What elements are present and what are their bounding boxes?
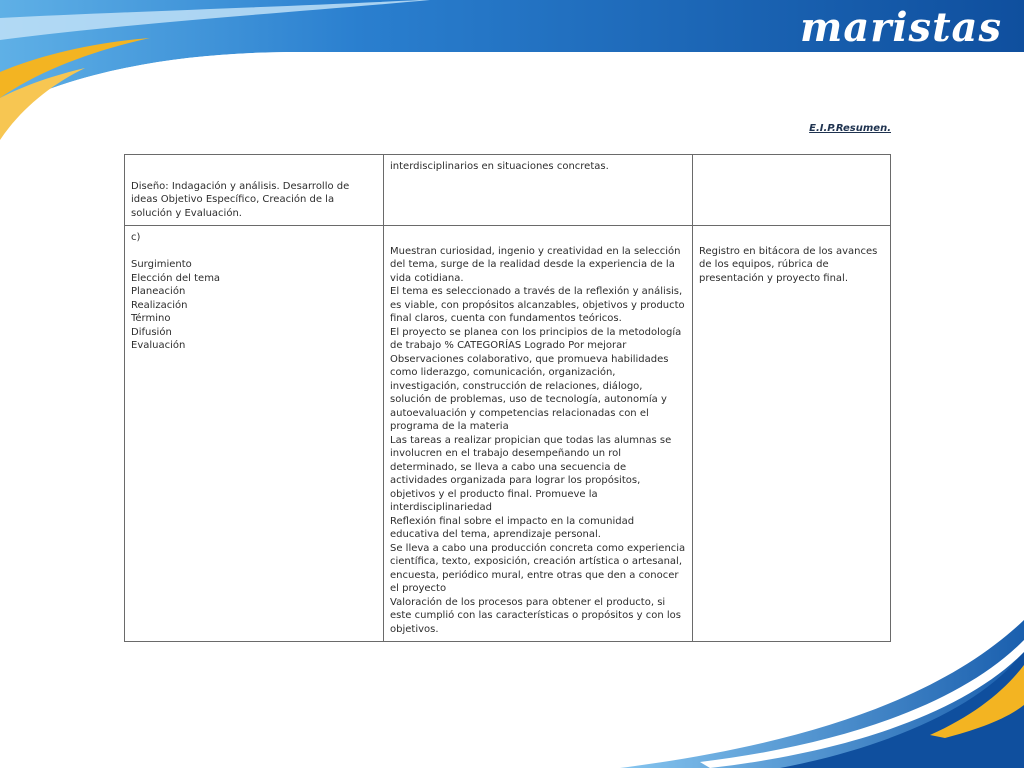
- table-cell: [693, 155, 891, 226]
- table-cell: [125, 155, 384, 226]
- table-row: [125, 155, 891, 226]
- criteria-text: Muestran curiosidad, ingenio y creatividad en la selección del tema, surge de la realidad desde la experiencia de la vida cotidiana. El tema es seleccionado a través de la reflexión y análisis, es viable, con propósitos alcanzables, objetivos y producto final claros, cuenta con fundamentos teóricos. El proyecto se planea con los principios de la metodología de trabajo % CATEGORÍAS Logrado Por mejorar Observaciones colaborativo, que promueva habilidades como liderazgo, comunicación, organización, investigación, construcción de relaciones, diálogo, solución de problemas, uso de tecnología, autonomía y autoevaluación y competencias relacionadas con el programa de la materia Las tareas a realizar propician que todas las alumnas se involucren en el trabajo desempeñando un rol determinado, se lleva a cabo una secuencia de actividades organizada para lograr los propósitos, objetivos y el producto final. Promueve la interdisciplinariedad Reflexión final sobre el impacto en la comunidad educativa del tema, aprendizaje personal. Se lleva a cabo una producción concreta como experiencia científica, texto, exposición, creación artística o artesanal, encuesta, periódico mural, entre otras que den a conocer el proyecto Valoración de los procesos para obtener el producto, si este cumplió con las características o propósitos y con los objetivos.: [390, 245, 686, 635]
- evidence-text: Registro en bitácora de los avances de los equipos, rúbrica de presentación y proyecto final.: [699, 245, 878, 284]
- maristas-logo: maristas: [800, 4, 1002, 51]
- phases-list: c) Surgimiento Elección del tema Planeación Realización Término Difusión Evaluación: [131, 232, 221, 351]
- criteria-text: interdisciplinarios en situaciones concretas.: [390, 161, 609, 172]
- table-cell: [384, 155, 693, 226]
- table-cell: [384, 226, 693, 642]
- design-phase-text: Diseño: Indagación y análisis. Desarrollo de ideas Objetivo Específico, Creación de la solución y Evaluación.: [131, 180, 350, 219]
- table-cell: [693, 226, 891, 642]
- table-row: [125, 226, 891, 642]
- rubric-table: [124, 154, 891, 642]
- table-cell: [125, 226, 384, 642]
- document-subtitle: E.I.P.Resumen.: [809, 123, 891, 134]
